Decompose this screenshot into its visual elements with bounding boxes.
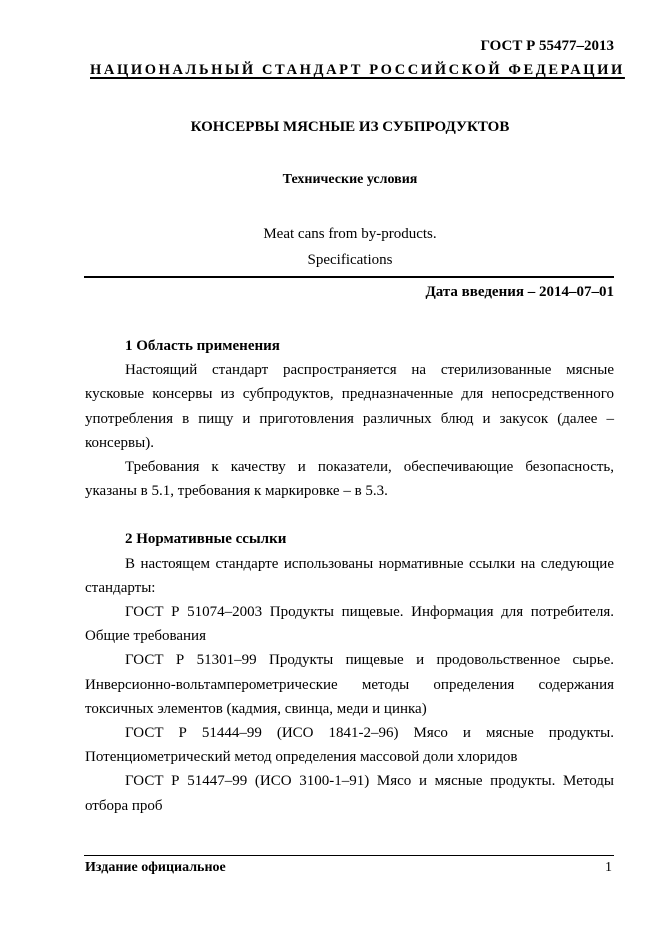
national-standard-title: НАЦИОНАЛЬНЫЙ СТАНДАРТ РОССИЙСКОЙ ФЕДЕРАЦИИ bbox=[90, 62, 625, 78]
reference-item: ГОСТ Р 51074–2003 Продукты пищевые. Информация для потребителя. Общие требования bbox=[85, 604, 614, 645]
section-2-heading: 2 Нормативные ссылки bbox=[125, 531, 287, 548]
reference-item: ГОСТ Р 51444–99 (ИСО 1841-2–96) Мясо и мясные продукты. Потенциометрический метод определения массовой доли хлоридов bbox=[85, 725, 614, 766]
gost-code: ГОСТ Р 55477–2013 bbox=[480, 38, 614, 54]
introduction-date: Дата введения – 2014–07–01 bbox=[425, 284, 614, 300]
document-body bbox=[85, 334, 614, 818]
section-1-paragraph-1: Настоящий стандарт распространяется на стерилизованные мясные кусковые консервы из субпродуктов, предназначенные для непосредственного употребления в пищу и приготовления различных блюд и закусок (далее – консервы). bbox=[85, 362, 614, 451]
english-subtitle: Specifications bbox=[307, 252, 393, 268]
english-title: Meat cans from by-products. bbox=[263, 226, 437, 242]
reference-item: ГОСТ Р 51447–99 (ИСО 3100-1–91) Мясо и мясные продукты. Методы отбора проб bbox=[85, 773, 614, 814]
section-1-heading: 1 Область применения bbox=[125, 338, 280, 354]
footer-divider bbox=[84, 855, 614, 856]
edition-label: Издание официальное bbox=[85, 860, 226, 875]
title-divider bbox=[84, 276, 614, 278]
page-number: 1 bbox=[605, 860, 612, 875]
section-gap bbox=[85, 503, 614, 527]
document-subtitle: Технические условия bbox=[282, 172, 418, 187]
document-title: КОНСЕРВЫ МЯСНЫЕ ИЗ СУБПРОДУКТОВ bbox=[190, 119, 510, 135]
reference-item: ГОСТ Р 51301–99 Продукты пищевые и продовольственное сырье. Инверсионно-вольтамперометрические методы определения содержания токсичных элементов (кадмия, свинца, меди и цинка) bbox=[85, 652, 614, 717]
section-2-intro: В настоящем стандарте использованы нормативные ссылки на следующие стандарты: bbox=[85, 555, 614, 596]
section-1-paragraph-2: Требования к качеству и показатели, обеспечивающие безопасность, указаны в 5.1, требования к маркировке – в 5.3. bbox=[85, 459, 614, 500]
